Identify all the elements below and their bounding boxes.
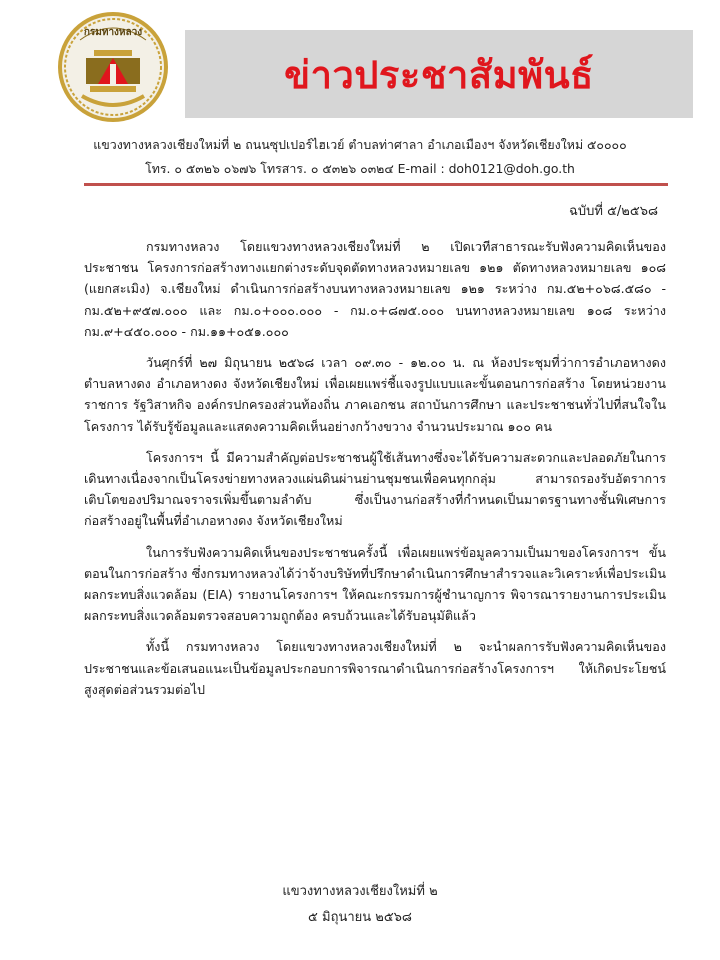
body-paragraph: ทั้งนี้ กรมทางหลวง โดยแขวงทางหลวงเชียงใหม่ที่ ๒ จะนำผลการรับฟังความคิดเห็นของประชาชนและข้อเสนอแนะเป็นข้อมูลประกอบการพิจารณาดำเนินการก่อสร้างโครงการฯ ให้เกิดประโยชน์สูงสุดต่อส่วนรวมต่อไป [84,639,666,697]
office-address: แขวงทางหลวงเชียงใหม่ที่ ๒ ถนนซุปเปอร์ไฮเวย์ ตำบลท่าศาลา อำเภอเมืองฯ จังหวัดเชียงใหม่ ๕๐๐๐๐ [93,137,627,152]
body-paragraph: กรมทางหลวง โดยแขวงทางหลวงเชียงใหม่ที่ ๒ เปิดเวทีสาธารณะรับฟังความคิดเห็นของประชาชน โครงการก่อสร้างทางแยกต่างระดับจุดตัดทางหลวงหมายเลข ๑๒๑ ตัดทางหลวงหมายเลข ๑๐๘ (แยกสะเมิง) จ.เชียงใหม่ ดำเนินการก่อสร้างบนทางหลวงหมายเลข ๑๒๑ ระหว่าง กม.๕๒+๐๖๘.๕๘๐ - กม.๕๒+๙๕๗.๐๐๐ และ กม.๐+๐๐๐.๐๐๐ - กม.๐+๘๗๕.๐๐๐ บนทางหลวงหมายเลข ๑๐๘ ระหว่าง กม.๙+๔๕๐.๐๐๐ - กม.๑๑+๐๕๑.๐๐๐ [84,239,666,339]
issue-number: ฉบับที่ ๕/๒๕๖๘ [569,204,658,219]
signature-date: ๕ มิถุนายน ๒๕๖๘ [308,910,412,925]
office-contact: โทร. ๐ ๕๓๒๖ ๐๖๗๖ โทรสาร. ๐ ๕๓๒๖ ๐๓๒๔ E-mail : doh0121@doh.go.th [145,161,575,176]
body-paragraph: วันศุกร์ที่ ๒๗ มิถุนายน ๒๕๖๘ เวลา ๐๙.๓๐ - ๑๒.๐๐ น. ณ ห้องประชุมที่ว่าการอำเภอหางดง ตำบลหางดง อำเภอหางดง จังหวัดเชียงใหม่ เพื่อเผยแพร่ชี้แจงรูปแบบและขั้นตอนการก่อสร้าง โดยหน่วยงานราชการ รัฐวิสาหกิจ องค์กรปกครองส่วนท้องถิ่น ภาคเอกชน สถาบันการศึกษา และประชาชนทั่วไปที่สนใจในโครงการ ได้รับรู้ข้อมูลและแสดงความคิดเห็นอย่างกว้างขวาง จำนวนประมาณ ๑๐๐ คน [84,355,666,434]
banner-title: ข่าวประชาสัมพันธ์ [284,52,594,97]
department-of-highways-emblem-icon [56,10,170,124]
logo-text: กรมทางหลวง [83,27,143,38]
signature-office: แขวงทางหลวงเชียงใหม่ที่ ๒ [282,884,438,899]
body-paragraph: ในการรับฟังความคิดเห็นของประชาชนครั้งนี้ เพื่อเผยแพร่ข้อมูลความเป็นมาของโครงการฯ ขั้นตอนในการก่อสร้าง ซึ่งกรมทางหลวงได้ว่าจ้างบริษัทที่ปรึกษาดำเนินการศึกษาสำรวจและวิเคราะห์เพื่อประเมินผลกระทบสิ่งแวดล้อม (EIA) รายงานโครงการฯ ให้คณะกรรมการผู้ชำนาญการ พิจารณารายงานการประเมินผลกระทบสิ่งแวดล้อมตรวจสอบความถูกต้อง ครบถ้วนและได้รับอนุมัติแล้ว [84,544,666,624]
header-divider [84,183,668,186]
body-paragraph: โครงการฯ นี้ มีความสำคัญต่อประชาชนผู้ใช้เส้นทางซึ่งจะได้รับความสะดวกและปลอดภัยในการเดินทางเนื่องจากเป็นโครงข่ายทางหลวงแผ่นดินผ่านย่านชุมชนเพื่อคนทุกกลุ่ม สามารถรองรับอัตราการเติบโตของปริมาณจราจรเพิ่มขึ้นตามลำดับ ซึ่งเป็นงานก่อสร้างที่กำหนดเป็นมาตรฐานทางชั้นพิเศษการก่อสร้างอยู่ในพื้นที่อำเภอหางดง จังหวัดเชียงใหม่ [84,449,666,529]
press-release-banner [185,30,693,118]
press-release-body [84,236,666,710]
